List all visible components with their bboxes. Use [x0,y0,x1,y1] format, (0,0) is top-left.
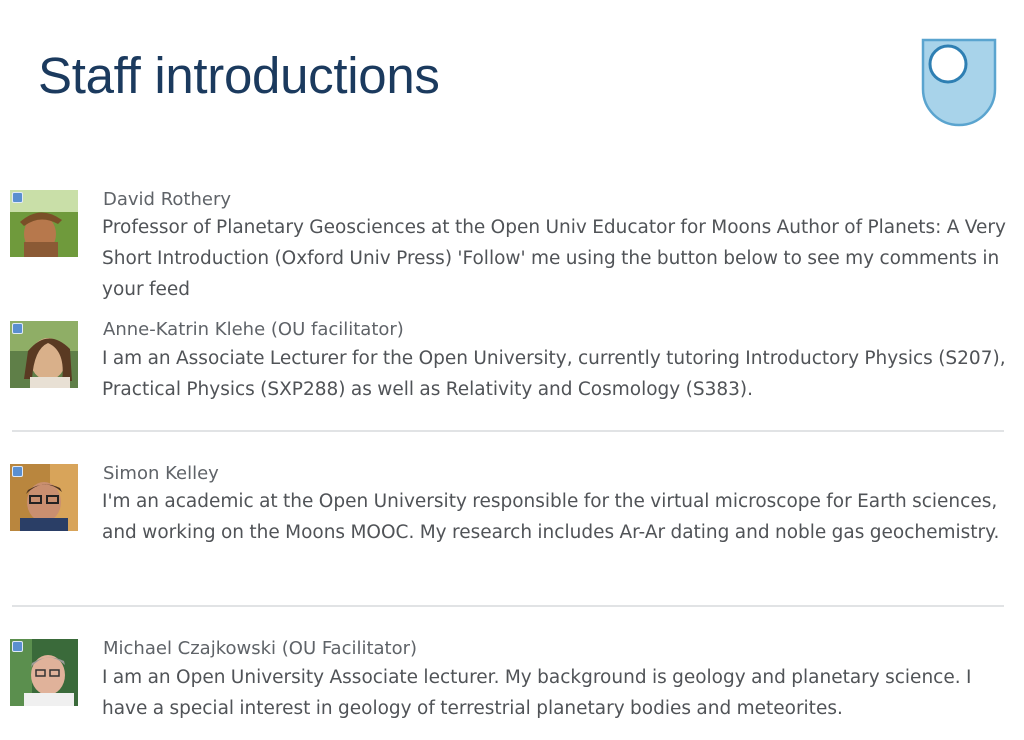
staff-bio: I am an Open University Associate lecturer. My background is geology and planetary science. I have a special interest in geology of terrestrial planetary bodies and meteorites. [102,667,972,719]
avatar[interactable] [10,639,78,706]
status-badge [12,466,23,477]
staff-bio: I'm an academic at the Open University responsible for the virtual microscope for Earth sciences, and working on the Moons MOOC. My research includes Ar-Ar dating and noble gas geochemistry. [102,491,1000,543]
avatar[interactable] [10,190,78,257]
avatar[interactable] [10,321,78,388]
avatar[interactable] [10,464,78,531]
staff-bio: I am an Associate Lecturer for the Open University, currently tutoring Introductory Physics (S207), Practical Physics (SXP288) as well as Relativity and Cosmology (S383). [102,348,1006,400]
status-badge [12,323,23,334]
staff-name[interactable]: Simon Kelley [103,463,219,484]
divider [12,605,1004,607]
divider [12,430,1004,432]
status-badge [12,192,23,203]
page-title: Staff introductions [38,47,440,104]
staff-name[interactable]: David Rothery [103,189,231,210]
staff-name[interactable]: Michael Czajkowski (OU Facilitator) [103,638,418,659]
open-university-shield-logo [920,37,998,129]
status-badge [12,641,23,652]
staff-name[interactable]: Anne-Katrin Klehe (OU facilitator) [103,319,404,340]
staff-bio: Professor of Planetary Geosciences at the Open Univ Educator for Moons Author of Planets: A Very Short Introduction (Oxford Univ Press) 'Follow' me using the button below to see my comments in your feed [102,217,1006,300]
